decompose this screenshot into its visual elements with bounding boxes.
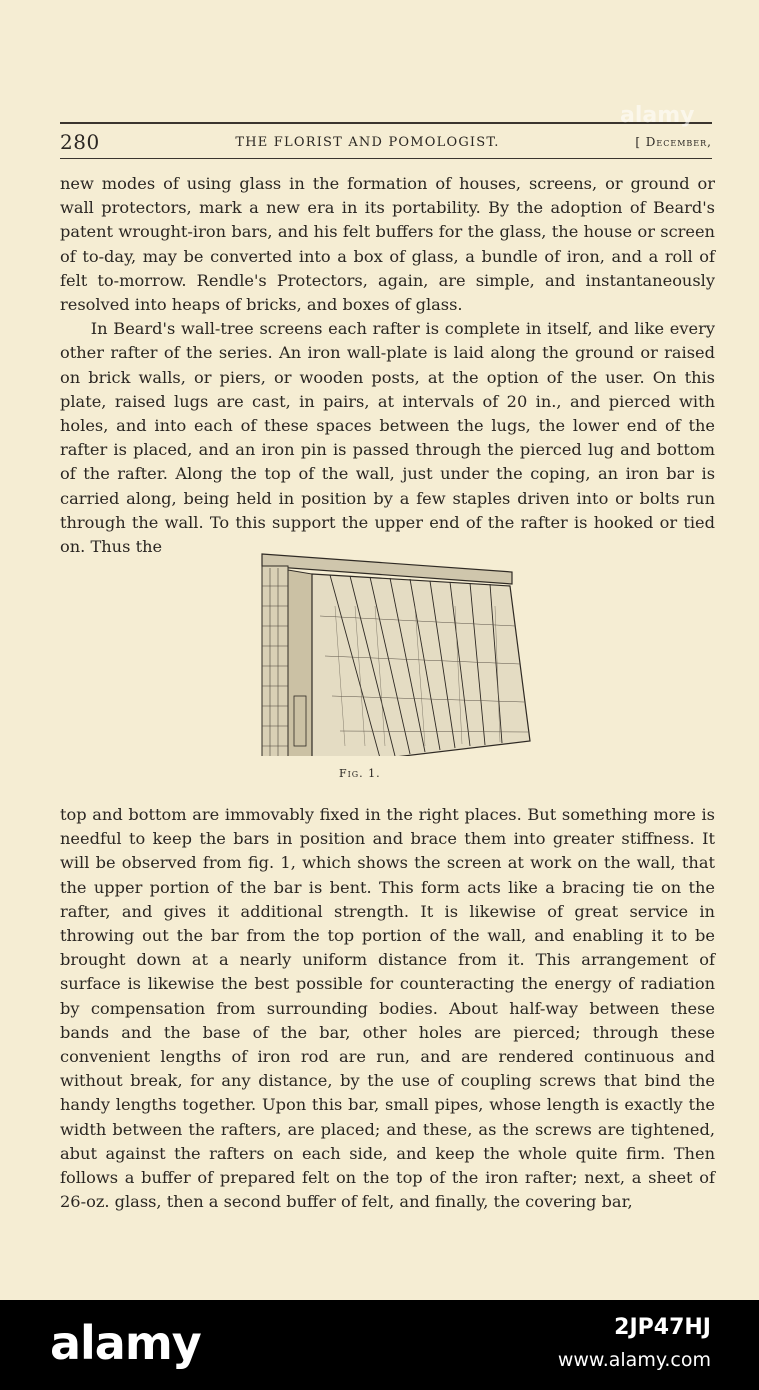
figure-wall-screen-illustration <box>240 546 540 756</box>
header-rule-top <box>60 122 712 124</box>
running-head <box>60 128 712 156</box>
body-text-bottom <box>60 803 715 1214</box>
image-id: 2JP47HJ <box>614 1315 711 1340</box>
image-id-block <box>558 1312 711 1376</box>
wall-screen-engraving <box>240 546 540 756</box>
alamy-logo: alamy <box>50 1316 201 1370</box>
section-label: [ December, <box>635 135 712 149</box>
figure-caption: Fig. 1. <box>339 767 381 780</box>
paragraph: top and bottom are immovably fixed in the right places. But something more is needful to keep the bars in position and brace them into greater stiffness. It will be observed from fig. 1, which shows the screen at work on the wall, that the upper portion of the bar is bent. This form acts like a bracing tie on the rafter, and gives it additional strength. It is likewise of great service in throwing out the bar from the top portion of the wall, and enabling it to be brought down at a nearly uniform distance from it. This arrangement of surface is likewise the best possible for counteracting the energy of radiation by compensation from surrounding bodies. About half-way between these bands and the base of the bar, other holes are pierced; through these convenient lengths of iron rod are run, and are rendered continuous and without break, for any distance, by the use of coupling screws that bind the handy lengths together. Upon this bar, small pipes, whose length is exactly the width between the rafters, are placed; and these, as the screws are tightened, abut against the rafters on each side, and keep the whole quite firm. Then follows a buffer of prepared felt on the top of the iron rafter; next, a sheet of 26-oz. glass, then a second buffer of felt, and finally, the covering bar, <box>60 805 715 1212</box>
header-rule-bottom <box>60 158 712 159</box>
page-number: 280 <box>60 130 100 154</box>
watermark-corner: alamy <box>620 103 695 128</box>
stock-footer-bar <box>0 1300 759 1390</box>
journal-title: THE FLORIST AND POMOLOGIST. <box>235 134 500 150</box>
footer-url: www.alamy.com <box>557 1349 711 1371</box>
body-text-top <box>60 172 715 559</box>
paragraph: In Beard's wall-tree screens each rafter is complete in itself, and like every other rafter of the series. An iron wall-plate is laid along the ground or raised on brick walls, or piers, or wooden posts, at the option of the user. On this plate, raised lugs are cast, in pairs, at intervals of 20 in., and pierced with holes, and into each of these spaces between the lugs, the lower end of the rafter is placed, and an iron pin is passed through the pierced lug and bottom of the rafter. Along the top of the wall, just under the coping, an iron bar is carried along, being held in position by a few staples driven into or bolts run through the wall. To this support the upper end of the rafter is hooked or tied on. Thus the <box>60 319 715 557</box>
paragraph: new modes of using glass in the formation of houses, screens, or ground or wall protectors, mark a new era in its portability. By the adoption of Beard's patent wrought-iron bars, and his felt buffers for the glass, the house or screen of to-day, may be converted into a box of glass, a bundle of iron, and a roll of felt to-morrow. Rendle's Protectors, again, are simple, and instantaneously resolved into heaps of bricks, and boxes of glass. <box>60 174 715 315</box>
